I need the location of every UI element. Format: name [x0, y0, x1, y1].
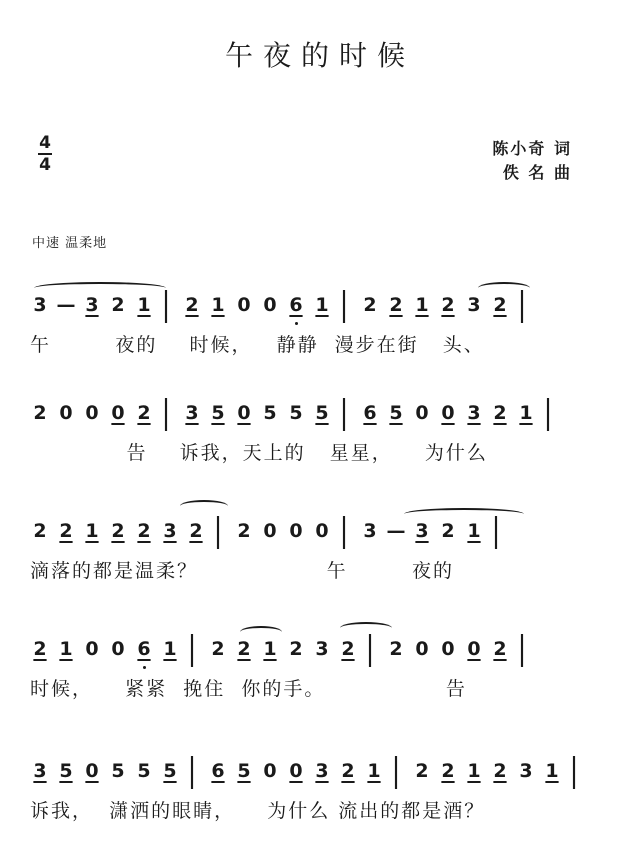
note: 6 — [134, 638, 154, 660]
note: 3 — [519, 760, 533, 782]
note: 3 — [315, 638, 329, 660]
note: 1 — [467, 520, 481, 542]
note: 5 — [59, 760, 73, 782]
note: 0 — [263, 760, 277, 782]
score-row — [0, 752, 640, 856]
note: 1 — [467, 760, 481, 782]
note: 2 — [137, 520, 151, 542]
note: 1 — [137, 294, 151, 316]
note: 0 — [237, 402, 251, 424]
note: 5 — [263, 402, 277, 424]
note: 5 — [289, 402, 303, 424]
notation-line — [30, 752, 590, 790]
note: 6 — [363, 402, 377, 424]
bar-line: | — [517, 286, 527, 324]
note: 0 — [85, 402, 99, 424]
sustain-dash: — — [56, 294, 76, 316]
tempo-marking: 中速 温柔地 — [32, 236, 108, 251]
note: 2 — [441, 520, 455, 542]
bar-line: | — [339, 286, 349, 324]
note: 2 — [59, 520, 73, 542]
note: 2 — [111, 294, 125, 316]
bar-line: | — [365, 630, 375, 668]
note: 0 — [441, 402, 455, 424]
note: 3 — [33, 760, 47, 782]
slur-mark — [240, 626, 282, 638]
notation-line — [30, 286, 538, 324]
note: 0 — [59, 402, 73, 424]
note: 5 — [237, 760, 251, 782]
note: 1 — [519, 402, 533, 424]
note: 2 — [415, 760, 429, 782]
lyrics-line: 午 夜的 时候， 静静 漫步在街 头、 — [30, 334, 485, 356]
slur-mark — [340, 622, 392, 634]
note: 1 — [315, 294, 329, 316]
note: 1 — [545, 760, 559, 782]
note: 3 — [33, 294, 47, 316]
note: 0 — [111, 638, 125, 660]
note: 2 — [137, 402, 151, 424]
note: 2 — [493, 294, 507, 316]
note: 5 — [163, 760, 177, 782]
note: 1 — [59, 638, 73, 660]
score-row — [0, 286, 640, 390]
bar-line: | — [517, 630, 527, 668]
time-signature — [38, 134, 52, 174]
note: 2 — [289, 638, 303, 660]
note: 0 — [415, 638, 429, 660]
note: 2 — [441, 760, 455, 782]
note: 3 — [163, 520, 177, 542]
bar-line: | — [491, 512, 501, 550]
note: 0 — [289, 760, 303, 782]
note: 3 — [85, 294, 99, 316]
note: 2 — [185, 294, 199, 316]
note: 0 — [415, 402, 429, 424]
note: 2 — [33, 520, 47, 542]
note: 2 — [441, 294, 455, 316]
note: 2 — [389, 638, 403, 660]
note: 0 — [315, 520, 329, 542]
note: 0 — [263, 520, 277, 542]
note: 3 — [315, 760, 329, 782]
lyrics-line: 诉我， 潇洒的眼睛， 为什么 流出的都是酒？ — [30, 800, 486, 822]
bar-line: | — [391, 752, 401, 790]
bar-line: | — [543, 394, 553, 432]
note: 0 — [441, 638, 455, 660]
note: 1 — [415, 294, 429, 316]
note: 5 — [211, 402, 225, 424]
note: 3 — [415, 520, 429, 542]
note: 0 — [111, 402, 125, 424]
song-title: 午夜的时候 — [224, 39, 415, 72]
score-row — [0, 512, 640, 616]
note: 2 — [111, 520, 125, 542]
time-signature-top: 4 — [39, 133, 51, 153]
note: 3 — [363, 520, 377, 542]
bar-line: | — [339, 394, 349, 432]
note: 6 — [286, 294, 306, 316]
bar-line: | — [187, 752, 197, 790]
lyrics-line: 告 诉我，天上的 星星， 为什么 — [30, 442, 488, 464]
score-row — [0, 394, 640, 498]
composer-credit: 佚 名 曲 — [502, 163, 572, 182]
note: 2 — [237, 638, 251, 660]
note: 5 — [315, 402, 329, 424]
time-signature-bottom: 4 — [39, 155, 51, 175]
notation-line — [30, 394, 564, 432]
lyrics-line: 滴落的都是温柔？ 午 夜的 — [30, 560, 454, 582]
note: 3 — [467, 294, 481, 316]
bar-line: | — [161, 286, 171, 324]
note: 5 — [137, 760, 151, 782]
note: 2 — [341, 638, 355, 660]
note: 6 — [211, 760, 225, 782]
note: 1 — [85, 520, 99, 542]
note: 2 — [189, 520, 203, 542]
sustain-dash: — — [386, 520, 406, 542]
note: 0 — [237, 294, 251, 316]
lyricist-credit: 陈小奇 词 — [492, 139, 572, 158]
score-row — [0, 630, 640, 734]
note: 2 — [211, 638, 225, 660]
bar-line: | — [569, 752, 579, 790]
note: 5 — [111, 760, 125, 782]
bar-line: | — [339, 512, 349, 550]
slur-mark — [478, 282, 530, 294]
note: 0 — [467, 638, 481, 660]
note: 0 — [85, 638, 99, 660]
note: 1 — [211, 294, 225, 316]
note: 2 — [363, 294, 377, 316]
note: 2 — [493, 402, 507, 424]
note: 3 — [467, 402, 481, 424]
note: 0 — [85, 760, 99, 782]
lyrics-line: 时候， 紧紧 挽住 你的手。 告 — [30, 678, 467, 700]
slur-mark — [180, 500, 228, 512]
note: 1 — [263, 638, 277, 660]
note: 0 — [263, 294, 277, 316]
note: 2 — [33, 402, 47, 424]
note: 2 — [493, 760, 507, 782]
slur-mark — [404, 508, 524, 520]
note: 2 — [493, 638, 507, 660]
note: 3 — [185, 402, 199, 424]
note: 1 — [163, 638, 177, 660]
note: 2 — [341, 760, 355, 782]
bar-line: | — [213, 512, 223, 550]
note: 2 — [389, 294, 403, 316]
bar-line: | — [161, 394, 171, 432]
bar-line: | — [187, 630, 197, 668]
note: 1 — [367, 760, 381, 782]
slur-mark — [34, 282, 166, 294]
note: 2 — [33, 638, 47, 660]
note: 0 — [289, 520, 303, 542]
note: 2 — [237, 520, 251, 542]
notation-line — [30, 630, 538, 668]
notation-line — [30, 512, 512, 550]
note: 5 — [389, 402, 403, 424]
